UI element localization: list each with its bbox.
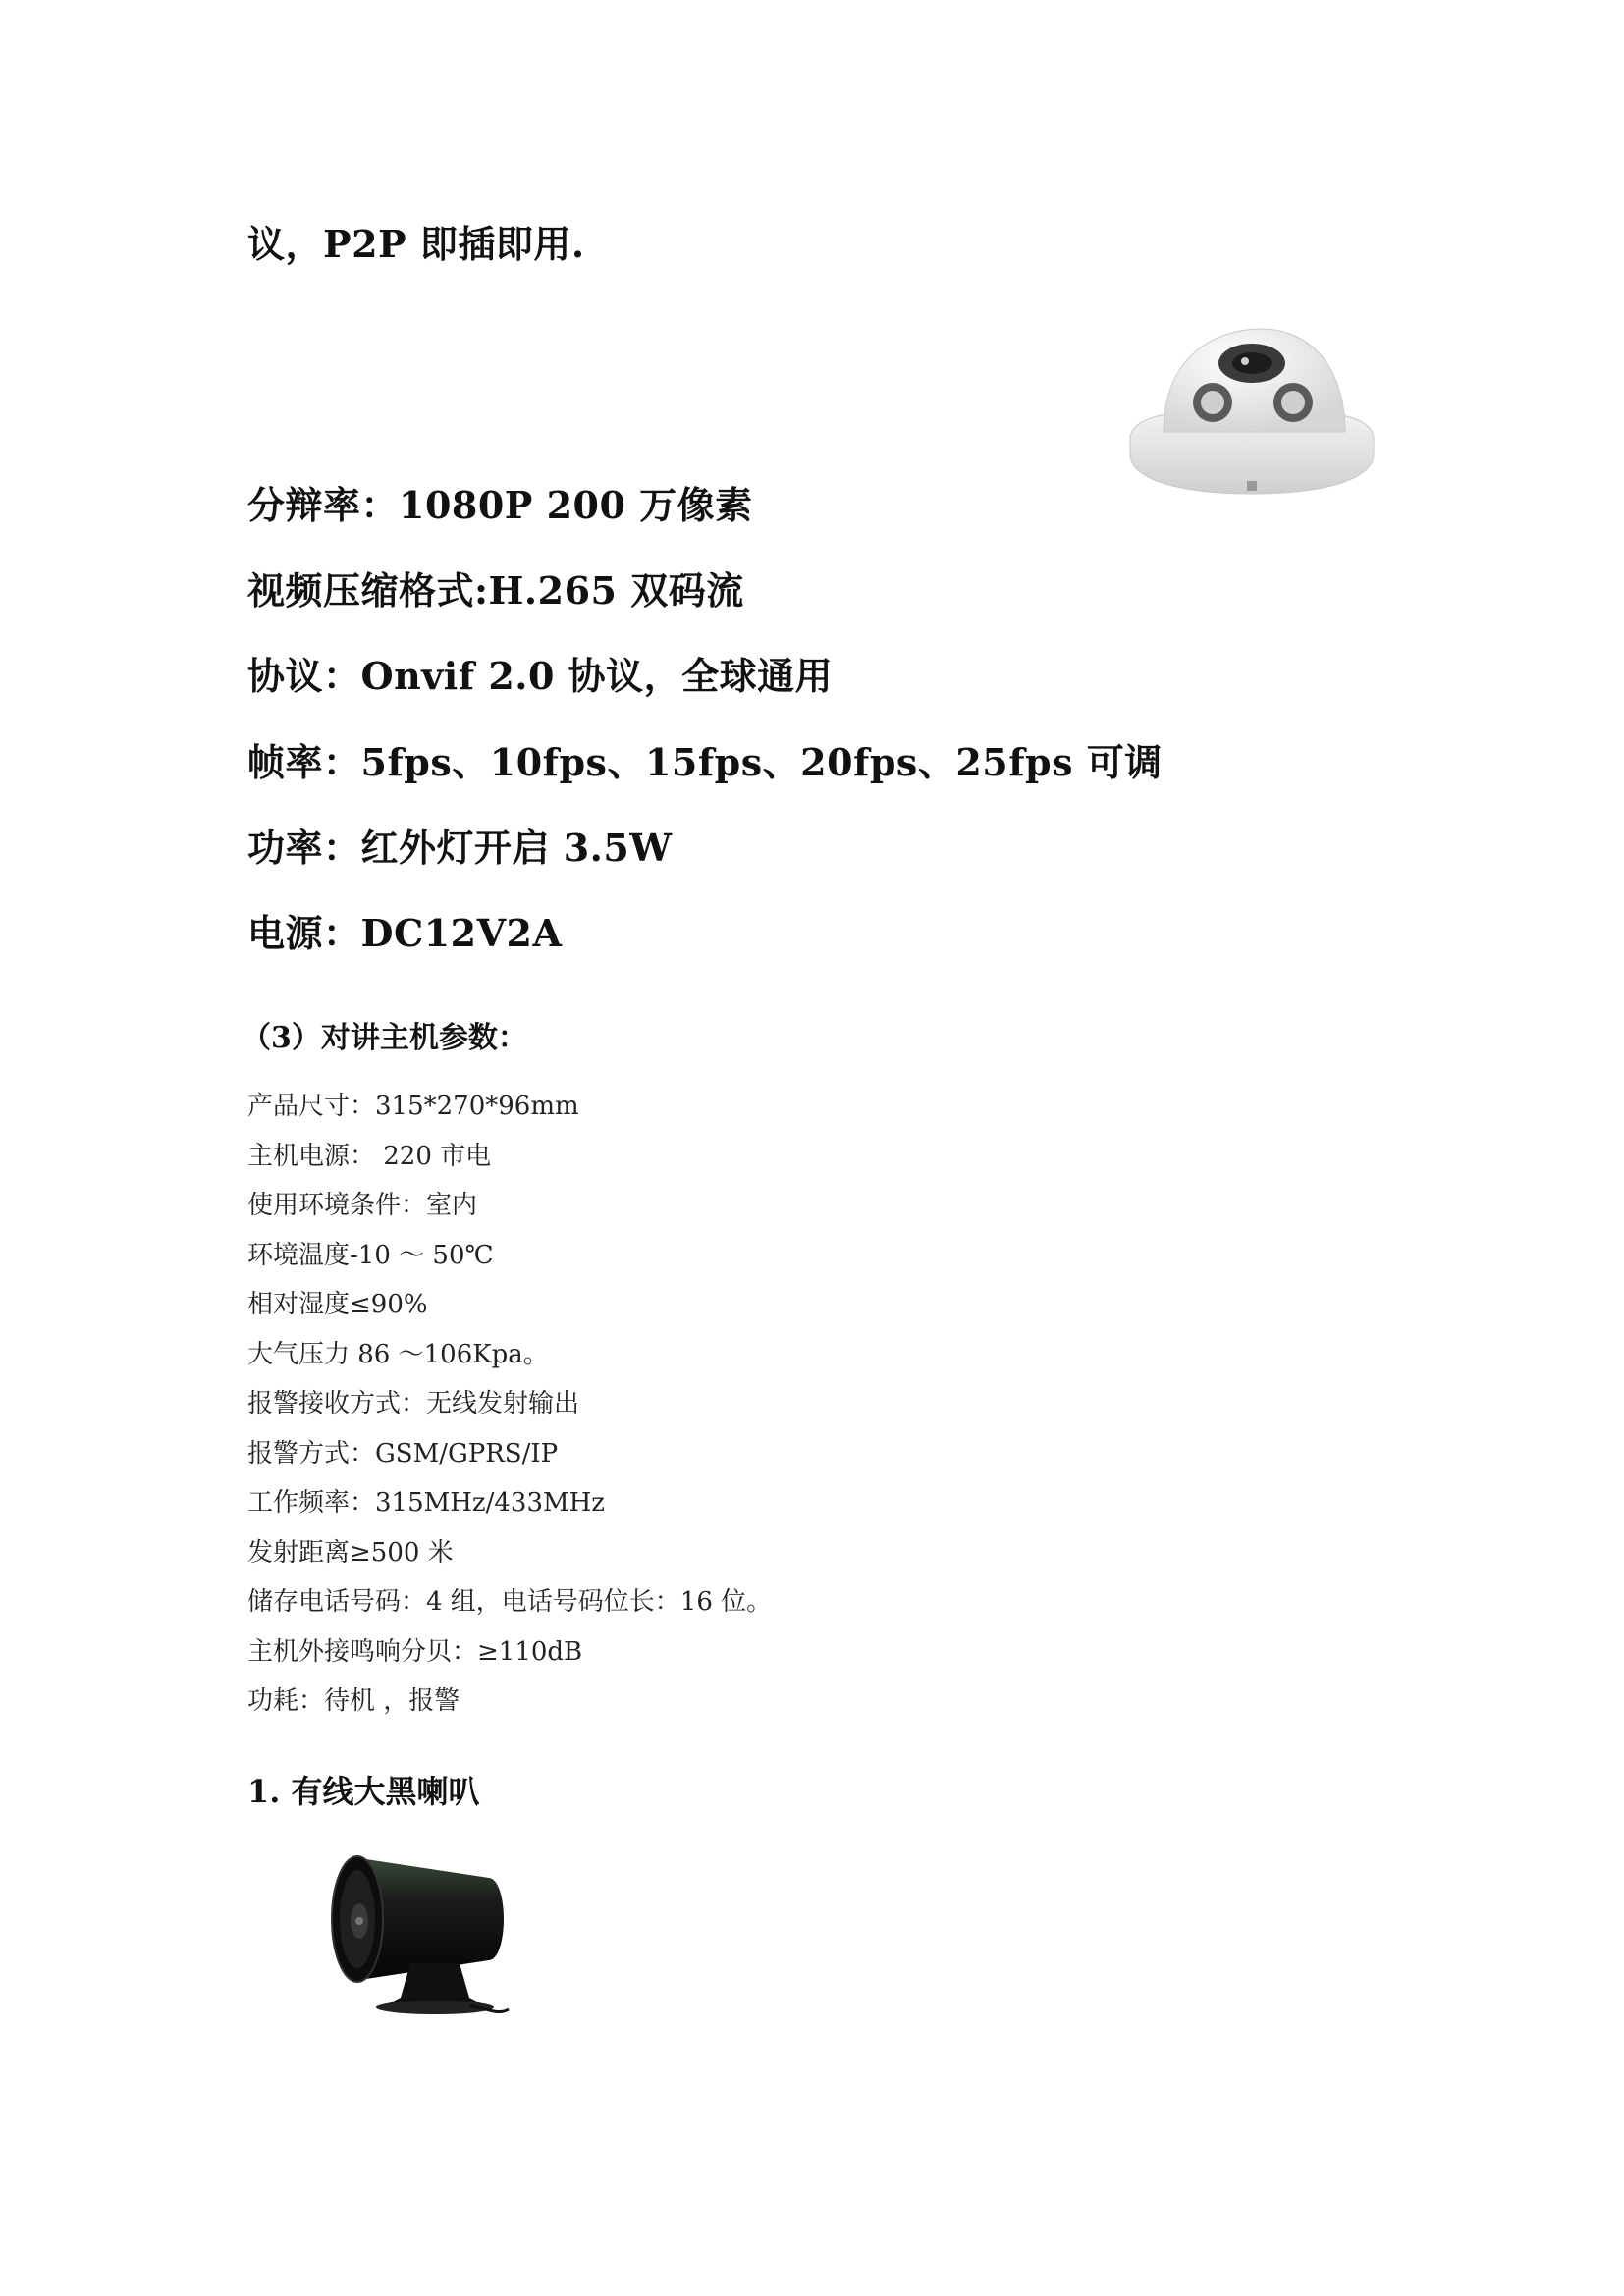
host-param-7: 报警接收方式：无线发射输出 — [247, 1389, 580, 1418]
host-param-2: 主机电源： 220 市电 — [247, 1142, 492, 1171]
host-param-5: 相对湿度≤90% — [247, 1290, 428, 1319]
host-param-3: 使用环境条件：室内 — [247, 1191, 478, 1220]
host-param-12: 主机外接鸣响分贝：≥110dB — [247, 1637, 583, 1667]
host-param-10: 发射距离≥500 米 — [247, 1538, 454, 1568]
intro-line: 议，P2P 即插即用. — [247, 222, 585, 266]
camera-spec-2: 视频压缩格式:H.265 双码流 — [247, 568, 744, 613]
host-param-13: 功耗：待机 ，报警 — [247, 1686, 460, 1716]
item-heading: 1. 有线大黑喇叭 — [247, 1773, 480, 1810]
camera-spec-1: 分辩率：1080P 200 万像素 — [247, 483, 753, 527]
host-param-6: 大气压力 86 ～106Kpa。 — [247, 1340, 549, 1369]
dome-camera-image — [1124, 319, 1380, 501]
horn-speaker-image — [322, 1850, 518, 2017]
camera-spec-6: 电源：DC12V2A — [247, 911, 563, 955]
host-section-title: （3）对讲主机参数： — [242, 1021, 527, 1055]
host-param-9: 工作频率：315MHz/433MHz — [247, 1488, 606, 1518]
camera-spec-4: 帧率：5fps、10fps、15fps、20fps、25fps 可调 — [247, 740, 1163, 784]
host-param-8: 报警方式：GSM/GPRS/IP — [247, 1439, 559, 1468]
host-param-11: 储存电话号码：4 组，电话号码位长：16 位。 — [247, 1587, 773, 1617]
host-param-4: 环境温度-10 ～ 50℃ — [247, 1241, 494, 1270]
camera-spec-5: 功率：红外灯开启 3.5W — [247, 826, 673, 870]
host-param-1: 产品尺寸：315*270*96mm — [247, 1092, 579, 1121]
camera-spec-3: 协议：Onvif 2.0 协议，全球通用 — [247, 654, 834, 698]
